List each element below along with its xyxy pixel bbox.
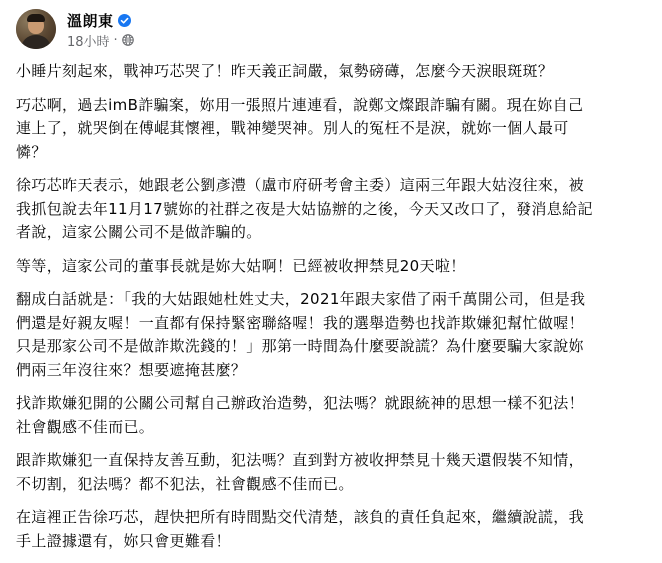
post-timestamp[interactable]: 18小時 [67, 34, 110, 50]
globe-icon[interactable] [122, 34, 134, 46]
post-paragraph: 翻成白話就是：「我的大姑跟她杜姓丈夫，2021年跟夫家借了兩千萬開公司，但是我 們還是好親友喔！一直都有保持緊密聯絡喔！我的選舉造勢也找詐欺嫌犯幫忙做喔！ 只是那家公司不是做詐欺洗錢的！」那第一時間為什麼要說謊？為什麼要騙大家說妳 們兩三年沒往來？想要遮掩甚麼？ [16, 290, 586, 379]
post-paragraph: 在這裡正告徐巧芯，趕快把所有時間點交代清楚，該負的責任負起來，繼續說謊，我 手上證據還有，妳只會更難看！ [16, 508, 584, 550]
post-paragraph: 徐巧芯昨天表示，她跟老公劉彥澧（盧市府研考會主委）這兩三年跟大姑沒往來，被 我抓包說去年11月17號妳的社群之夜是大姑協辦的之後，今天又改口了，發消息給記 者說，這家公關公司不是做詐騙的。 [16, 176, 593, 241]
post-body [16, 60, 648, 563]
post-paragraph: 巧芯啊，過去imB詐騙案，妳用一張照片連連看，說鄭文燦跟詐騙有關。現在妳自己 連上了，就哭倒在傅崐萁懷裡，戰神變哭神。別人的冤枉不是淚，就妳一個人最可 憐？ [16, 95, 584, 161]
verified-badge-icon [118, 14, 131, 27]
avatar[interactable] [16, 9, 56, 49]
author-row [67, 10, 134, 30]
post-header [16, 8, 134, 50]
post-paragraph: 找詐欺嫌犯開的公關公司幫自己辦政治造勢，犯法嗎？就跟統神的思想一樣不犯法！ 社會觀感不佳而已。 [16, 394, 584, 436]
post-paragraph: 跟詐欺嫌犯一直保持友善互動，犯法嗎？直到對方被收押禁見十幾天還假裝不知情， 不切割，犯法嗎？都不犯法，社會觀感不佳而已。 [16, 451, 584, 493]
post-paragraph: 等等，這家公司的董事長就是妳大姑啊！已經被收押禁見20天啦！ [16, 256, 466, 275]
author-name[interactable]: 溫朗東 [67, 11, 114, 30]
post-time-row [67, 32, 134, 48]
meta-separator: · [113, 32, 118, 48]
post-meta [67, 10, 134, 48]
post-paragraph: 小睡片刻起來，戰神巧芯哭了！昨天義正詞嚴，氣勢磅礡，怎麼今天淚眼斑斑？ [16, 62, 554, 80]
